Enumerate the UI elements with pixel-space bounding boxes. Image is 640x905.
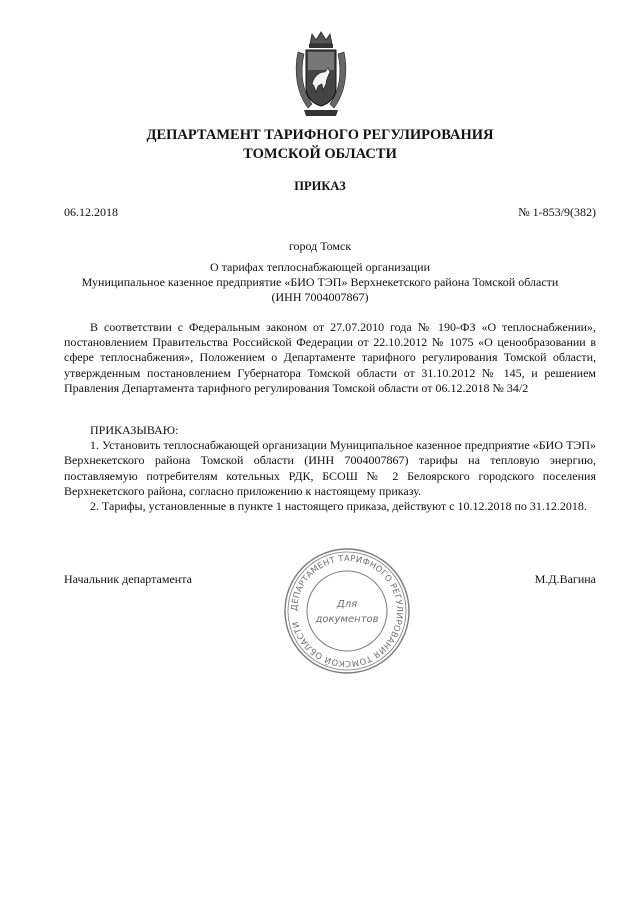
document-type-title: ПРИКАЗ <box>294 179 346 193</box>
stamp-center-line1: Для <box>336 599 358 610</box>
svg-text:ДЕПАРТАМЕНТ ТАРИФНОГО РЕГУЛИРО <box>289 553 405 669</box>
body-text <box>64 320 596 396</box>
city: город Томск <box>288 239 352 253</box>
department-name-line2: ТОМСКОЙ ОБЛАСТИ <box>243 146 397 162</box>
signatory-position: Начальник департамента <box>64 572 192 586</box>
subject-line2: Муниципальное казенное предприятие «БИО ТЭП» Верхнекетского района Томской области <box>81 275 559 289</box>
coat-of-arms-icon <box>292 30 350 120</box>
order-item-2: 2. Тарифы, установленные в пункте 1 настоящего приказа, действуют с 10.12.2018 по 31.12.2018. <box>90 499 587 514</box>
stamp-ring-text: ДЕПАРТАМЕНТ ТАРИФНОГО РЕГУЛИРОВАНИЯ ТОМСКОЙ ОБЛАСТИ <box>288 552 406 670</box>
department-name-line1: ДЕПАРТАМЕНТ ТАРИФНОГО РЕГУЛИРОВАНИЯ <box>146 127 494 143</box>
stamp-center-line2: документов <box>315 614 379 625</box>
subject-line3: (ИНН 7004007867) <box>271 290 369 304</box>
document-number: № 1-853/9(382) <box>518 205 596 219</box>
preamble-paragraph: В соответствии с Федеральным законом от 27.07.2010 года № 190-ФЗ «О теплоснабжении», постановлением Правительства Российской Федерации от 22.10.2012 № 1075 «О ценообразовании в сфере теплоснабжения», Положением о Департаменте тарифного регулирования Томской области, утвержденным постановлением Губернатора Томской области от 31.10.2012 № 145, и решением Правления Департамента тарифного регулирования Томской области от 06.12.2018 № 34/2 <box>64 320 596 395</box>
subject-line1: О тарифах теплоснабжающей организации <box>209 260 431 274</box>
order-word: ПРИКАЗЫВАЮ: <box>90 423 179 437</box>
signatory-name: М.Д.Вагина <box>534 572 596 586</box>
order-section <box>64 423 596 514</box>
document-date: 06.12.2018 <box>64 205 118 219</box>
order-item-1: 1. Установить теплоснабжающей организации Муниципальное казенное предприятие «БИО ТЭП» Верхнекетского района Томской области (ИНН 7004007867) тарифы на тепловую энергию, поставляемую потребителям котельных РДК, БСОШ № 2 Белоярского городского поселения Верхнекетского района, согласно приложению к настоящему приказу. <box>64 438 596 498</box>
official-stamp <box>283 547 411 675</box>
